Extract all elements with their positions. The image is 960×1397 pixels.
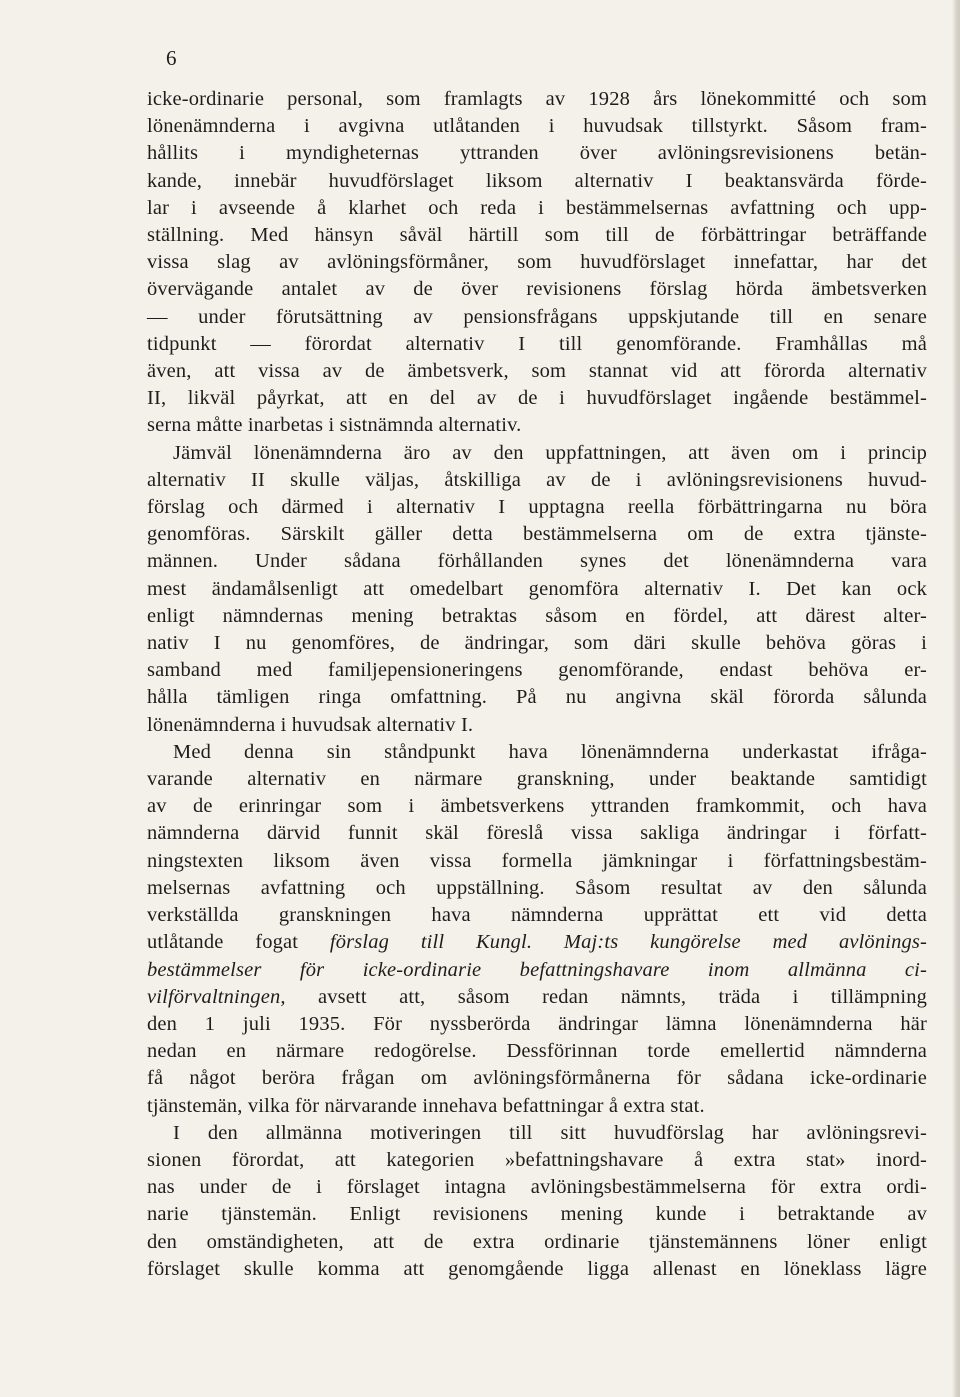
text-line: utlåtande fogat förslag till Kungl. Maj:ts kungörelse med avlönings- [147,931,927,954]
text-line: icke-ordinarie personal, som framlagts av 1928 års lönekommitté och som [147,88,927,110]
text-line: genomföras. Särskilt gäller detta bestämmelserna om de extra tjänste- [147,523,927,546]
text-line: ningstexten liksom även vissa formella jämkningar i författningsbestäm- [147,849,927,872]
text-line: männen. Under sådana förhållanden synes det lönenämnderna vara [147,550,927,573]
text-line: bestämmelser för icke-ordinarie befattningshavare inom allmänna ci- [147,958,927,981]
text-line: II, likväl påyrkat, att en del av de i huvudförslaget ingående bestämmel- [147,387,927,410]
text-line: av de erinringar som i ämbetsverkens yttranden framkommit, och hava [147,795,927,818]
text-line: lönenämnderna i huvudsak alternativ I. [147,713,474,736]
page-edge-shadow [952,0,960,1397]
text-line: vissa slag av avlöningsförmåner, som huvudförslaget innefattar, har det [147,251,927,274]
text-line: lönenämnderna i avgivna utlåtanden i huvudsak tillstyrkt. Såsom fram- [147,115,927,138]
text-line: nas under de i förslaget intagna avlöningsbestämmelserna för extra ordi- [147,1176,927,1199]
text-line: alternativ II skulle väljas, åtskilliga av de i avlöningsrevisionens huvud- [147,468,927,491]
text-line: kande, innebär huvudförslaget liksom alternativ I beaktansvärda förde- [147,169,927,192]
text-line: serna måtte inarbetas i sistnämnda alternativ. [147,414,522,437]
text-line: Jämväl lönenämnderna äro av den uppfattningen, att även om i princip [173,441,927,464]
text-line: enligt nämndernas mening betraktas såsom en fördel, att därest alter- [147,604,927,627]
text-line: övervägande antalet av de över revisionens förslag hörda ämbetsverken [147,278,927,301]
text-line: Med denna sin ståndpunkt hava lönenämnderna underkastat ifråga- [173,740,927,763]
text-line: mest ändamålsenligt att omedelbart genomföra alternativ I. Det kan ock [147,577,927,600]
text-line: lar i avseende å klarhet och reda i bestämmelsernas avfattning och upp- [147,196,927,219]
text-line: hållits i myndigheternas yttranden över avlöningsrevisionens betän- [147,142,927,165]
text-line: verkställda granskningen hava nämnderna upprättat ett vid detta [147,904,927,927]
text-line: nedan en närmare redogörelse. Dessförinnan torde emellertid nämnderna [147,1040,927,1063]
text-line: förslaget skulle komma att genomgående ligga allenast en löneklass lägre [147,1257,927,1280]
text-line: narie tjänstemän. Enligt revisionens mening kunde i betraktande av [147,1203,927,1226]
text-line: tidpunkt — förordat alternativ I till genomförande. Framhållas må [147,332,927,355]
text-line: den 1 juli 1935. För nyssberörda ändringar lämna lönenämnderna här [147,1012,927,1035]
text-line: förslag och därmed i alternativ I upptagna reella förbättringarna nu böra [147,496,927,519]
text-line: ställning. Med hänsyn såväl härtill som till de förbättringar beträffande [147,224,927,247]
text-line: vilförvaltningen, avsett att, såsom redan nämnts, träda i tillämpning [147,985,927,1008]
text-line: den omständigheten, att de extra ordinarie tjänstemännens löner enligt [147,1230,927,1253]
text-line: varande alternativ en närmare granskning, under beaktande samtidigt [147,768,927,791]
text-line: sionen förordat, att kategorien »befattningshavare å extra stat» inord- [147,1148,927,1171]
text-line: melsernas avfattning och uppställning. Såsom resultat av den sålunda [147,876,927,899]
text-line: samband med familjepensioneringens genomförande, endast behöva er- [147,659,927,682]
text-line: I den allmänna motiveringen till sitt huvudförslag har avlöningsrevi- [173,1121,927,1144]
text-line: nativ I nu genomföres, de ändringar, som däri skulle behöva göras i [147,632,927,655]
text-line: även, att vissa av de ämbetsverk, som stannat vid att förorda alternativ [147,360,927,383]
text-line: — under förutsättning av pensionsfrågans uppskjutande till en senare [147,305,927,328]
text-line: nämnderna därvid funnit skäl föreslå vissa sakliga ändringar i författ- [147,822,927,845]
body-text [147,86,927,1283]
text-line: tjänstemän, vilka för närvarande innehava befattningar å extra stat. [147,1094,705,1117]
text-line: få något beröra frågan om avlöningsförmånerna för sådana icke-ordinarie [147,1067,927,1090]
page-number: 6 [166,46,177,70]
text-line: hålla tämligen ringa omfattning. På nu angivna skäl förorda sålunda [147,686,927,709]
